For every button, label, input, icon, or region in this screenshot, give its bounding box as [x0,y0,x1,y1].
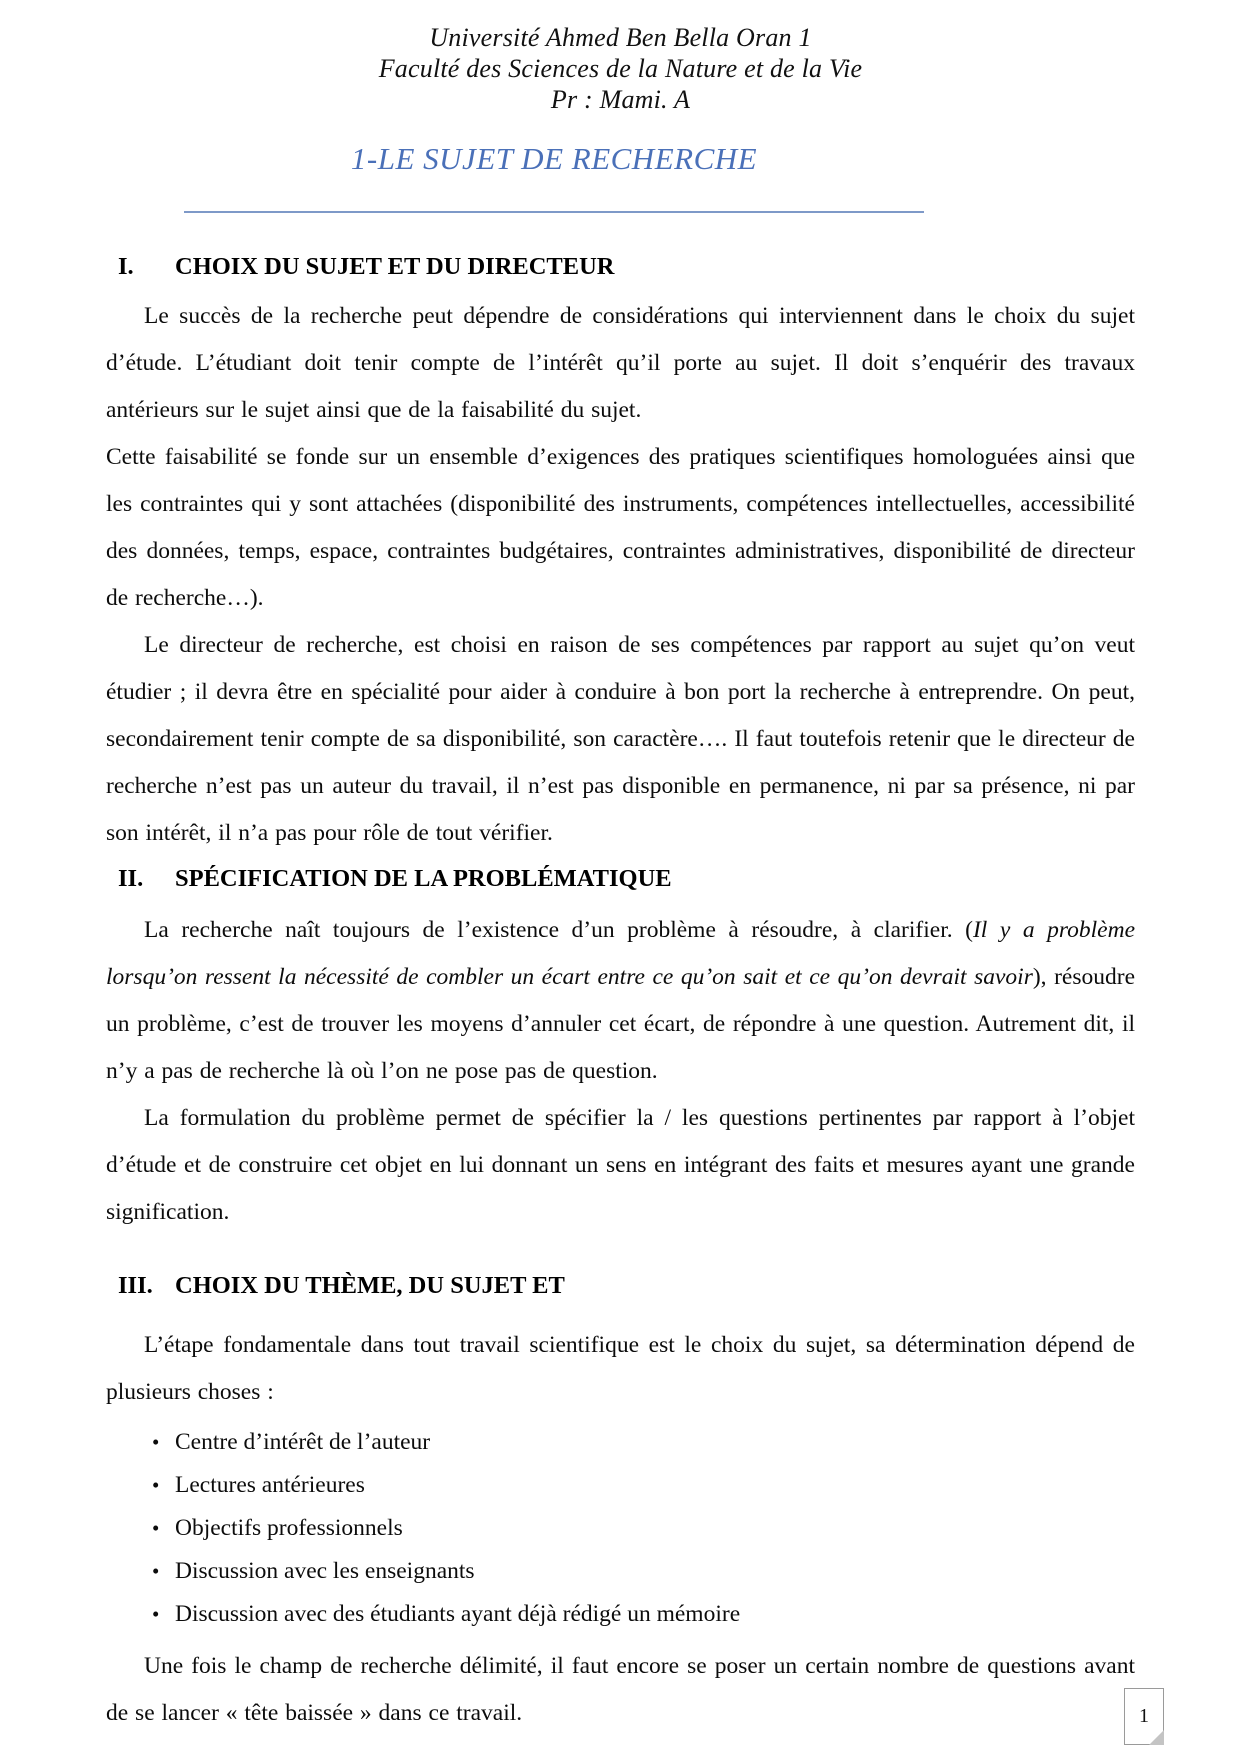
list-item-text: Discussion avec les enseignants [175,1558,475,1584]
paragraph: La formulation du problème permet de spécifier la / les questions pertinentes par rapport à l’objet d’étude et de construire cet objet en lui donnant un sens en intégrant des faits et mesures ayant une grande signification. [106,1105,1135,1225]
section-title: CHOIX DU THÈME, DU SUJET ET [175,1272,565,1299]
section-title: CHOIX DU SUJET ET DU DIRECTEUR [175,253,615,280]
list-item [152,1514,1135,1542]
list-item-text: Objectifs professionnels [175,1515,403,1541]
page-title: 1-LE SUJET DE RECHERCHE [350,141,758,176]
paragraph-segment: ), résoudre un problème, c’est de trouver les moyens d’annuler cet écart, de répondre à une question. Autrement dit, il n’y a pas de recherche là où l’on ne pose pas de question. [106,964,1136,1084]
page-number-badge [1124,1688,1164,1745]
bullet-icon: • [152,1430,160,1454]
section-heading-3 [106,1266,1135,1306]
section-heading-1 [106,247,1135,287]
list-item-text: Centre d’intérêt de l’auteur [175,1429,431,1455]
paragraph-segment: La recherche naît toujours de l’existence d’un problème à résoudre, à clarifier. ( [144,917,973,943]
paragraph: Cette faisabilité se fonde sur un ensemble d’exigences des pratiques scientifiques homologuées ainsi que les contraintes qui y sont attachées (disponibilité des instruments, compétences intellectuelles, accessibilité des données, temps, espace, contraintes budgétaires, contraintes administratives, disponibilité de directeur de recherche…). [106,444,1135,611]
section-title: SPÉCIFICATION DE LA PROBLÉMATIQUE [175,865,672,892]
header-faculty: Faculté des Sciences de la Nature et de la Vie [378,54,863,83]
bullet-icon: • [152,1516,160,1540]
paragraph: Le directeur de recherche, est choisi en raison de ses compétences par rapport au sujet qu’on veut étudier ; il devra être en spécialité pour aider à conduire à bon port la recherche à entreprendre. On peut, secondairement tenir compte de sa disponibilité, son caractère…. Il faut toutefois retenir que le directeur de recherche n’est pas un auteur du travail, il n’est pas disponible en permanence, ni par sa présence, ni par son intérêt, il n’a pas pour rôle de tout vérifier. [106,632,1135,846]
section-heading-2 [106,859,1135,899]
section-number: II. [118,865,144,892]
section-number: I. [118,253,134,280]
list-item [152,1428,1135,1456]
document-header [0,0,1241,115]
list-item-text: Lectures antérieures [175,1472,365,1498]
list-item [152,1600,1135,1628]
paragraph: L’étape fondamentale dans tout travail scientifique est le choix du sujet, sa détermination dépend de plusieurs choses : [106,1332,1135,1405]
bullet-icon: • [152,1559,160,1583]
header-professor: Pr : Mami. A [550,85,691,114]
header-university: Université Ahmed Ben Bella Oran 1 [429,23,812,52]
list-item [152,1557,1135,1585]
title-block [184,141,924,213]
document-body [0,141,1241,1737]
paragraph-segment-italic: Il y a problème lorsqu’on ressent la nécessité de combler un écart entre ce qu’on sait et ce qu’on devrait savoir [106,917,1135,990]
list-item [152,1471,1135,1499]
paragraph: Le succès de la recherche peut dépendre de considérations qui interviennent dans le choix du sujet d’étude. L’étudiant doit tenir compte de l’intérêt qu’il porte au sujet. Il doit s’enquérir des travaux antérieurs sur le sujet ainsi que de la faisabilité du sujet. [106,303,1135,423]
section-number: III. [118,1272,153,1299]
paragraph [106,907,1135,1095]
bullet-icon: • [152,1602,160,1626]
list-item-text: Discussion avec des étudiants ayant déjà rédigé un mémoire [175,1601,741,1627]
bullet-icon: • [152,1473,160,1497]
paragraph: Une fois le champ de recherche délimité, il faut encore se poser un certain nombre de questions avant de se lancer « tête baissée » dans ce travail. [106,1653,1135,1726]
page-number: 1 [1139,1705,1149,1727]
page-fold-icon [1149,1730,1164,1745]
bullet-list [106,1428,1135,1628]
